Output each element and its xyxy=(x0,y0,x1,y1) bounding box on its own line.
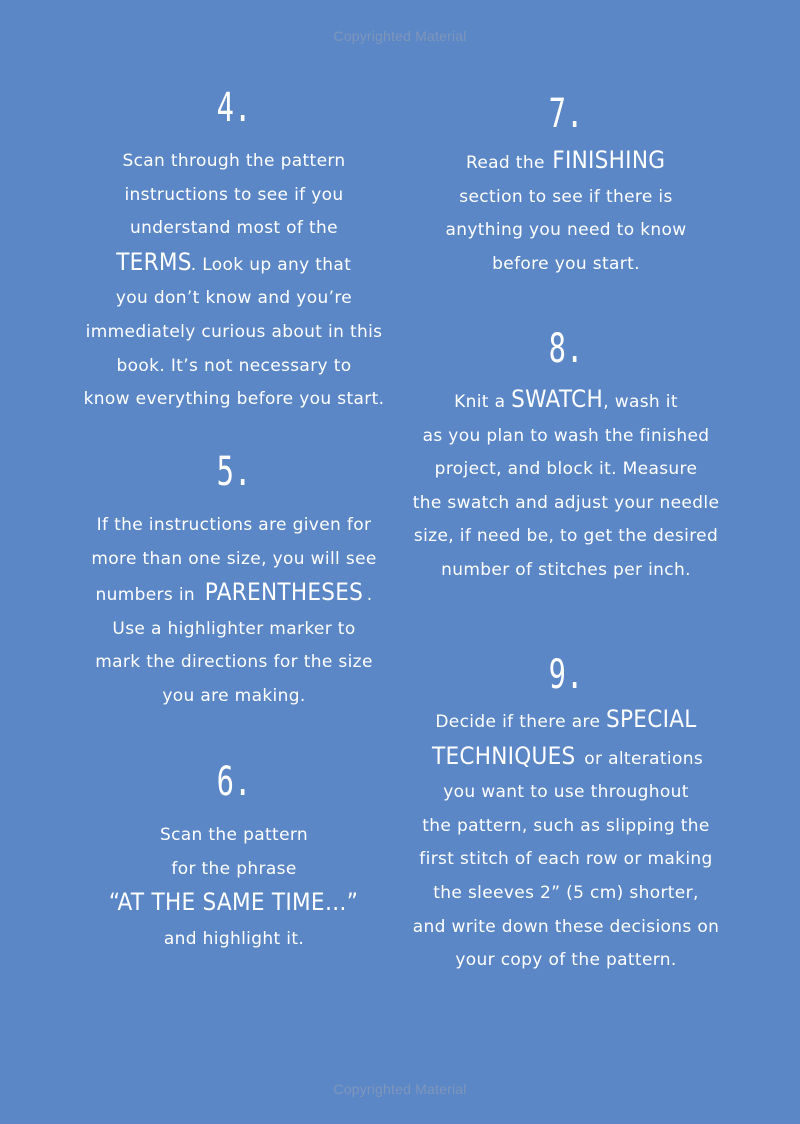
emphasized-term: SPECIAL xyxy=(606,705,697,733)
step-line xyxy=(402,703,730,740)
step-line xyxy=(70,923,398,957)
step-line-text: and highlight it. xyxy=(163,928,305,949)
step-line-text: you want to use throughout xyxy=(443,782,689,803)
emphasized-term: SWATCH xyxy=(511,385,604,413)
step-line xyxy=(402,144,730,181)
step-line-text: project, and block it. Measure xyxy=(434,459,698,480)
step-line-text: the swatch and adjust your needle xyxy=(412,492,720,513)
step-line-text: immediately curious about in this xyxy=(85,321,383,342)
step-line-text: Scan the pattern xyxy=(159,825,309,845)
step-line-text: anything you need to know xyxy=(445,220,687,241)
step-text xyxy=(70,509,398,714)
step-line-text: understand most of the xyxy=(130,218,338,239)
step-text xyxy=(402,703,730,978)
step-text xyxy=(70,819,398,956)
step-line-text: more than one size, you will see xyxy=(91,548,377,569)
step-line xyxy=(402,554,730,588)
step-line xyxy=(70,383,398,417)
step-line xyxy=(402,877,730,911)
step-line-text: number of stitches per inch. xyxy=(441,559,691,580)
step-number: 5. xyxy=(216,449,252,495)
step-text xyxy=(402,144,730,281)
step-line-text: . xyxy=(366,585,373,606)
step-4 xyxy=(70,85,398,417)
step-line xyxy=(402,453,730,487)
step-line-text: you are making. xyxy=(162,685,306,706)
step-number: 7. xyxy=(548,91,584,137)
step-line xyxy=(70,646,398,680)
step-line-text: know everything before you start. xyxy=(83,389,385,410)
step-line xyxy=(70,316,398,350)
step-line xyxy=(70,819,398,853)
step-line xyxy=(70,886,398,923)
step-number: 8. xyxy=(548,326,584,372)
step-6 xyxy=(70,759,398,956)
step-line-text: mark the directions for the size xyxy=(95,652,373,673)
step-line-text: instructions to see if you xyxy=(124,184,344,205)
copyright-watermark-top: Copyrighted Material xyxy=(333,28,467,44)
step-line-text: the pattern, such as slipping the xyxy=(422,815,710,836)
step-line xyxy=(402,214,730,248)
step-line-text: the sleeves 2” (5 cm) shorter, xyxy=(433,882,699,903)
step-line xyxy=(402,843,730,877)
step-line-text: as you plan to wash the finished xyxy=(422,425,710,446)
step-text xyxy=(70,145,398,417)
step-line-text: If the instructions are given for xyxy=(96,515,372,535)
step-line-text: . Look up any that xyxy=(190,254,352,275)
step-number: 6. xyxy=(216,759,252,805)
step-line xyxy=(402,248,730,282)
step-line xyxy=(402,520,730,554)
step-line xyxy=(70,350,398,384)
step-line xyxy=(402,911,730,945)
step-line-text: you don’t know and you’re xyxy=(115,288,353,309)
step-line xyxy=(402,487,730,521)
step-line-text: Decide if there are xyxy=(435,712,607,732)
step-line-text: and write down these decisions on xyxy=(412,916,720,937)
step-line-text: or alterations xyxy=(578,748,704,769)
step-line xyxy=(402,420,730,454)
step-line xyxy=(70,853,398,887)
step-line xyxy=(402,944,730,978)
step-5 xyxy=(70,449,398,714)
step-line-text: book. It’s not necessary to xyxy=(116,355,352,376)
step-7 xyxy=(402,91,730,281)
step-line-text: , wash it xyxy=(603,392,678,412)
step-line-text: section to see if there is xyxy=(459,186,673,207)
step-line xyxy=(70,543,398,577)
step-line xyxy=(402,383,730,420)
emphasized-term: FINISHING xyxy=(551,146,665,174)
copyright-watermark-bottom: Copyrighted Material xyxy=(333,1081,467,1097)
step-line-text: before you start. xyxy=(492,253,640,274)
step-line xyxy=(402,810,730,844)
step-line-text: Use a highlighter marker to xyxy=(112,618,356,639)
step-line-text: for the phrase xyxy=(171,858,297,879)
step-line-text: Knit a xyxy=(454,392,512,412)
step-line xyxy=(70,680,398,714)
emphasized-term: TECHNIQUES xyxy=(431,741,576,770)
step-line xyxy=(70,613,398,647)
step-line-text: numbers in xyxy=(95,585,201,606)
step-line xyxy=(70,145,398,179)
step-line xyxy=(402,740,730,777)
step-number: 4. xyxy=(216,85,252,131)
step-line xyxy=(70,246,398,283)
emphasized-term: “AT THE SAME TIME…” xyxy=(109,888,359,917)
step-line xyxy=(402,776,730,810)
emphasized-term: PARENTHESES xyxy=(204,578,363,607)
emphasized-term: TERMS xyxy=(115,247,192,276)
step-line-text: first stitch of each row or making xyxy=(419,849,713,870)
step-line-text: Scan through the pattern xyxy=(122,151,346,171)
step-line xyxy=(402,181,730,215)
step-line xyxy=(70,179,398,213)
step-line xyxy=(70,509,398,543)
step-line-text: Read the xyxy=(465,153,551,173)
step-line xyxy=(70,282,398,316)
step-line xyxy=(70,212,398,246)
step-line xyxy=(70,576,398,613)
step-number: 9. xyxy=(548,652,584,698)
step-8 xyxy=(402,326,730,588)
step-9 xyxy=(402,652,730,978)
step-line-text: your copy of the pattern. xyxy=(455,950,677,971)
step-line-text: size, if need be, to get the desired xyxy=(413,526,719,547)
step-text xyxy=(402,383,730,588)
